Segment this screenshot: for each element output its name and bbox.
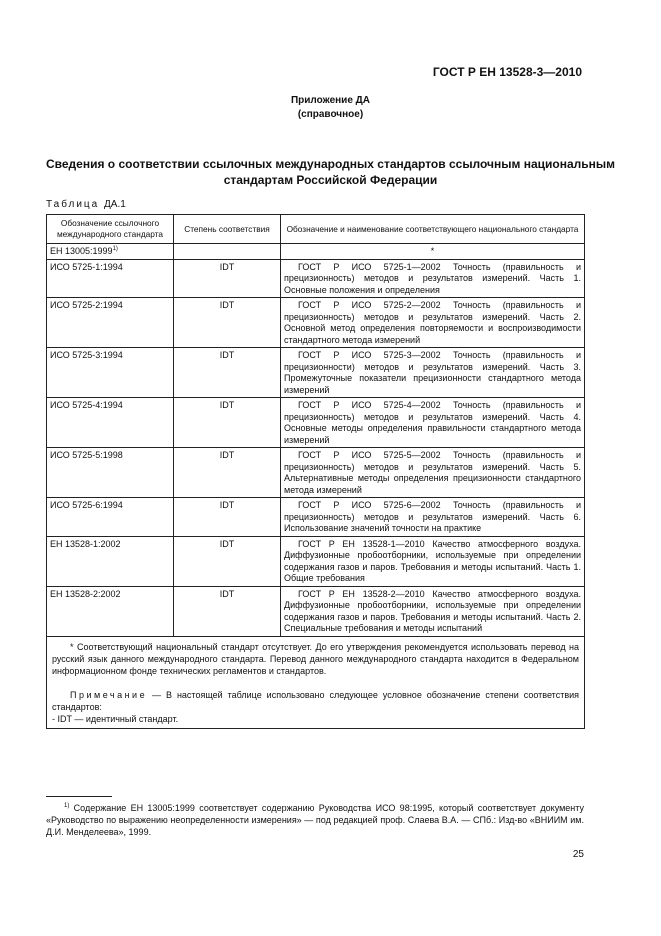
correspondence-table <box>46 214 585 729</box>
note-text: — В настоящей таблице использовано следующее условное обозначение степени соответствия стандартов: <box>52 689 579 712</box>
note-label: Примечание <box>70 689 148 700</box>
international-standard-cell <box>47 536 174 586</box>
degree-cell: IDT <box>174 448 281 498</box>
page-number: 25 <box>572 849 584 860</box>
footnote-marker: 1) <box>64 803 70 809</box>
table-row <box>47 348 585 398</box>
column-header-degree: Степень соответствия <box>174 215 281 244</box>
national-standard-cell: ГОСТ Р ИСО 5725-6—2002 Точность (правильность и прецизионность) методов и результатов измерений. Часть 6. Использование значений точности на практике <box>281 498 585 537</box>
degree-cell: IDT <box>174 586 281 636</box>
international-standard-cell <box>47 448 174 498</box>
table-row <box>47 536 585 586</box>
footnote <box>46 802 584 838</box>
national-standard-cell: ГОСТ Р ИСО 5725-3—2002 Точность (правильность и прецизионности) методов и результатов измерений. Часть 3. Промежуточные показатели прецизионности стандартного метода измерений <box>281 348 585 398</box>
table-row <box>47 398 585 448</box>
table-caption-label: Таблица <box>46 199 100 210</box>
degree-cell: IDT <box>174 498 281 537</box>
table-row <box>47 586 585 636</box>
international-standard-code: ИСО 5725-6:1994 <box>50 500 123 510</box>
column-header-national: Обозначение и наименование соответствующего национального стандарта <box>281 215 585 244</box>
table-row <box>47 244 585 260</box>
national-standard-cell: ГОСТ Р ИСО 5725-5—2002 Точность (правильность и прецизионность) методов и результатов измерений. Часть 5. Альтернативные методы определения прецизионности стандартного метода измерений <box>281 448 585 498</box>
section-title: Сведения о соответствии ссылочных международных стандартов ссылочным национальным стандартам Российской Федерации <box>45 157 616 187</box>
international-standard-code: ИСО 5725-3:1994 <box>50 350 123 360</box>
international-standard-code: ЕН 13528-2:2002 <box>50 588 121 599</box>
table-caption-number: ДА.1 <box>104 199 126 210</box>
star-note: * Соответствующий национальный стандарт отсутствует. До его утверждения рекомендуется использовать перевод на русский язык данного международного стандарта. Перевод данного международного стандарта находится в Федеральном информационном фонде технических регламентов и стандартов. <box>52 641 579 676</box>
national-standard-cell: ГОСТ Р ЕН 13528-2—2010 Качество атмосферного воздуха. Диффузионные пробоотборники, используемые при определении содержания газов и паров. Требования и методы испытаний. Часть 2. Специальные требования и методы испытаний <box>281 586 585 636</box>
national-standard-cell: ГОСТ Р ИСО 5725-2—2002 Точность (правильность и прецизионность) методов и результатов измерений. Часть 2. Основной метод определения повторяемости и воспроизводимости стандартного метода измерений <box>281 298 585 348</box>
table-row <box>47 448 585 498</box>
table-caption <box>46 199 126 210</box>
international-standard-cell <box>47 398 174 448</box>
international-standard-cell <box>47 498 174 537</box>
annex-heading <box>0 94 661 122</box>
international-standard-code: ИСО 5725-2:1994 <box>50 300 123 310</box>
degree-cell: IDT <box>174 398 281 448</box>
degree-cell: IDT <box>174 348 281 398</box>
table-row <box>47 298 585 348</box>
international-standard-code: ИСО 5725-1:1994 <box>50 261 123 272</box>
note-paragraph <box>52 689 579 713</box>
international-standard-cell <box>47 298 174 348</box>
national-standard-cell: ГОСТ Р ЕН 13528-1—2010 Качество атмосферного воздуха. Диффузионные пробоотборники, используемые при определении содержания газов и паров. Требования и методы испытаний. Часть 1. Общие требования <box>281 536 585 586</box>
table-row <box>47 498 585 537</box>
table-notes <box>47 636 585 728</box>
degree-cell <box>174 244 281 260</box>
international-standard-cell <box>47 348 174 398</box>
footnote-text: Содержание ЕН 13005:1999 соответствует содержанию Руководства ИСО 98:1995, который соответствует документу «Руководство по выражению неопределенности измерения» — под редакцией проф. Слаева В.А. — СПб.: Изд-во «ВНИИМ им. Д.И. Менделеева», 1999. <box>46 803 584 837</box>
international-standard-code: ИСО 5725-5:1998 <box>50 450 123 460</box>
degree-cell: IDT <box>174 298 281 348</box>
annex-title: Приложение ДА <box>290 95 371 106</box>
international-standard-code: ЕН 13005:1999 <box>50 246 113 256</box>
document-code: ГОСТ Р ЕН 13528-3—2010 <box>432 65 582 79</box>
international-standard-code: ЕН 13528-1:2002 <box>50 538 121 549</box>
note-item: - IDT — идентичный стандарт. <box>52 713 179 724</box>
table-notes-row <box>47 636 585 728</box>
degree-cell: IDT <box>174 536 281 586</box>
national-standard-cell: ГОСТ Р ИСО 5725-4—2002 Точность (правильность и прецизионность) методов и результатов измерений. Часть 4. Основные методы определения правильности стандартного метода измерений <box>281 398 585 448</box>
table-row <box>47 259 585 298</box>
international-standard-cell <box>47 244 174 260</box>
table-header-row <box>47 215 585 244</box>
national-standard-cell: * <box>281 244 585 260</box>
international-standard-code: ИСО 5725-4:1994 <box>50 400 123 410</box>
footnote-reference: 1) <box>112 246 118 252</box>
national-standard-cell: ГОСТ Р ИСО 5725-1—2002 Точность (правильность и прецизионность) методов и результатов измерений. Часть 1. Основные положения и определения <box>281 259 585 298</box>
footnote-rule <box>46 796 112 797</box>
international-standard-cell <box>47 586 174 636</box>
degree-cell: IDT <box>174 259 281 298</box>
column-header-international: Обозначение ссылочного международного стандарта <box>47 215 174 244</box>
annex-subtitle: (справочное) <box>297 109 364 120</box>
international-standard-cell <box>47 259 174 298</box>
